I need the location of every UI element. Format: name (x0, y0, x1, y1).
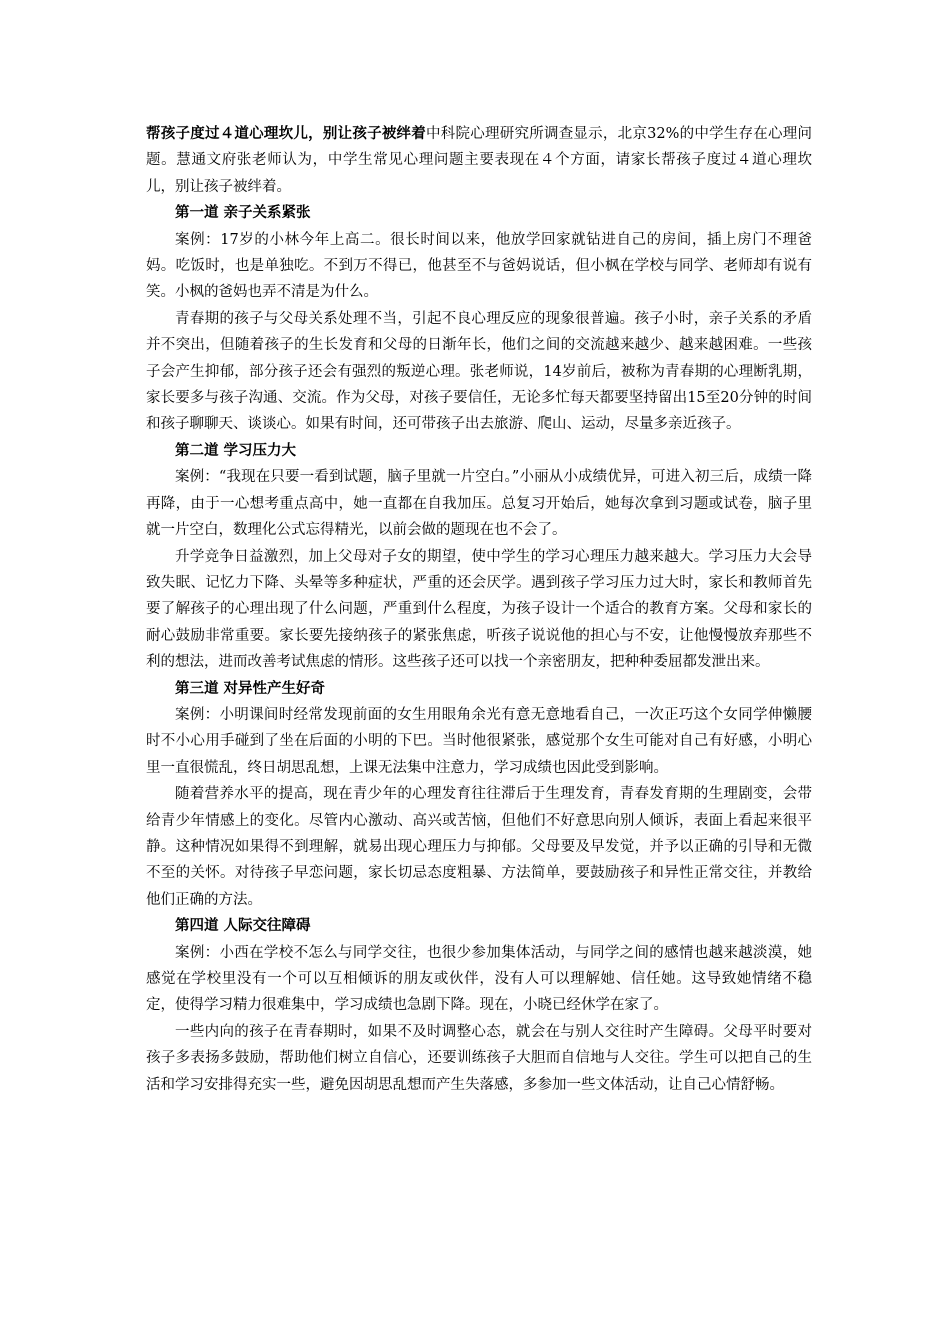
article-title: 帮孩子度过４道心理坎儿，别让孩子被绊着 (146, 125, 427, 142)
section-3-case: 案例：小明课间时经常发现前面的女生用眼角余光有意无意地看自己，一次正巧这个女同学伸懒腰时不小心用手碰到了坐在后面的小明的下巴。当时他很紧张，感觉那个女生可能对自己有好感，小明心里一直很慌乱，终日胡思乱想，上课无法集中注意力，学习成绩也因此受到影响。 (146, 706, 812, 776)
section-1-analysis: 青春期的孩子与父母关系处理不当，引起不良心理反应的现象很普遍。孩子小时，亲子关系的矛盾并不突出，但随着孩子的生长发育和父母的日渐年长，他们之间的交流越来越少、越来越困难。一些孩子会产生抑郁，部分孩子还会有强烈的叛逆心理。张老师说，14岁前后，被称为青春期的心理断乳期，家长要多与孩子沟通、交流。作为父母，对孩子要信任，无论多忙每天都要坚持留出15至20分钟的时间和孩子聊聊天、谈谈心。如果有时间，还可带孩子出去旅游、爬山、运动，尽量多亲近孩子。 (146, 310, 812, 433)
section-2-analysis: 升学竞争日益激烈，加上父母对子女的期望，使中学生的学习心理压力越来越大。学习压力大会导致失眠、记忆力下降、头晕等多种症状，严重的还会厌学。遇到孩子学习压力过大时，家长和教师首先要了解孩子的心理出现了什么问题，严重到什么程度，为孩子设计一个适合的教育方案。父母和家长的耐心鼓励非常重要。家长要先接纳孩子的紧张焦虑，听孩子说说他的担心与不安，让他慢慢放弃那些不利的想法，进而改善考试焦虑的情形。这些孩子还可以找一个亲密朋友，把种种委屈都发泄出来。 (146, 548, 812, 671)
lead-paragraph (146, 121, 812, 200)
section-heading-3: 第三道 对异性产生好奇 (175, 679, 326, 697)
section-2-case: 案例：“我现在只要一看到试题，脑子里就一片空白。”小丽从小成绩优异，可进入初三后，成绩一降再降，由于一心想考重点高中，她一直都在自我加压。总复习开始后，她每次拿到习题或试卷，脑子里就一片空白，数理化公式忘得精光，以前会做的题现在也不会了。 (146, 469, 812, 539)
section-3-analysis: 随着营养水平的提高，现在青少年的心理发育往往滞后于生理发育，青春发育期的生理剧变，会带给青少年情感上的变化。尽管内心激动、高兴或苦恼，但他们不好意思向别人倾诉，表面上看起来很平静。这种情况如果得不到理解，就易出现心理压力与抑郁。父母要及早发觉，并予以正确的引导和无微不至的关怀。对待孩子早恋问题，家长切忌态度粗暴、方法简单，要鼓励孩子和异性正常交往，并教给他们正确的方法。 (146, 786, 812, 908)
section-heading-2: 第二道 学习压力大 (175, 441, 297, 459)
section-heading-1: 第一道 亲子关系紧张 (175, 204, 311, 222)
section-1-case: 案例：17岁的小林今年上高二。很长时间以来，他放学回家就钻进自己的房间，插上房门不理爸妈。吃饭时，也是单独吃。不到万不得已，他甚至不与爸妈说话，但小枫在学校与同学、老师却有说有笑。小枫的爸妈也弄不清是为什么。 (146, 231, 812, 301)
section-heading-4: 第四道 人际交往障碍 (175, 917, 311, 935)
document-page (146, 121, 812, 1098)
section-4-analysis: 一些内向的孩子在青春期时，如果不及时调整心态，就会在与别人交往时产生障碍。父母平时要对孩子多表扬多鼓励，帮助他们树立自信心，还要训练孩子大胆而自信地与人交往。学生可以把自己的生活和学习安排得充实一些，避免因胡思乱想而产生失落感，多参加一些文体活动，让自己心情舒畅。 (146, 1023, 812, 1093)
section-4-case: 案例：小西在学校不怎么与同学交往，也很少参加集体活动，与同学之间的感情也越来越淡漠，她感觉在学校里没有一个可以互相倾诉的朋友或伙伴，没有人可以理解她、信任她。这导致她情绪不稳定，使得学习精力很难集中，学习成绩也急剧下降。现在，小晓已经休学在家了。 (146, 944, 812, 1014)
lead-text: 中科院心理研究所调查显示，北京32%的中学生存在心理问题。慧通文府张老师认为，中学生常见心理问题主要表现在４个方面，请家长帮孩子度过４道心理坎儿，别让孩子被绊着。 (146, 126, 813, 195)
